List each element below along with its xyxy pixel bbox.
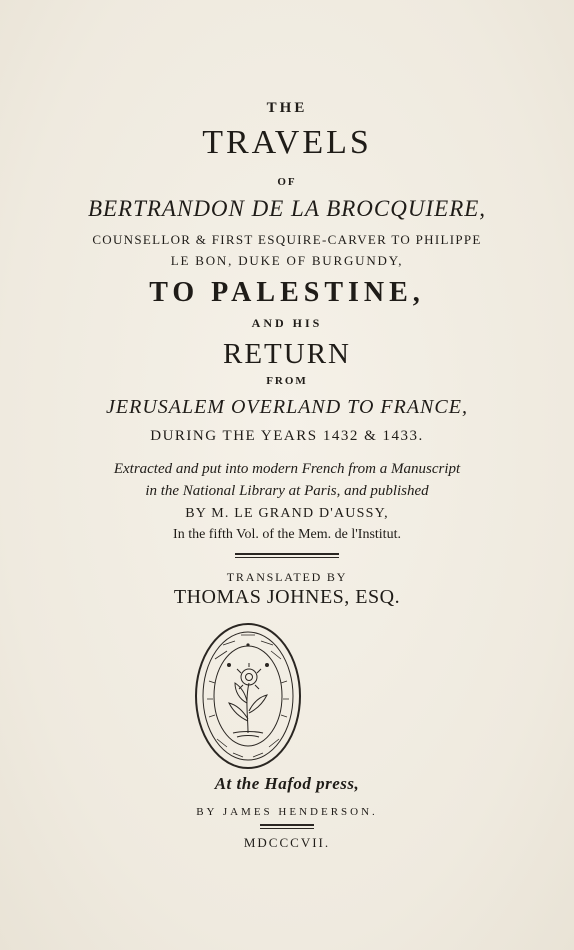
- translated-by: TRANSLATED BY: [226, 570, 348, 584]
- title-return: RETURN: [223, 338, 351, 370]
- date-line: MDCCCVII.: [243, 835, 331, 850]
- translator-name: THOMAS JOHNES, ESQ.: [173, 586, 401, 608]
- extracted-line-1: Extracted and put into modern French from a Manuscript: [113, 461, 461, 477]
- route-line: JERUSALEM OVERLAND TO FRANCE,: [106, 396, 468, 418]
- office-line-1: COUNSELLOR & FIRST ESQUIRE-CARVER TO PHILIPPE: [92, 232, 482, 247]
- title-of: OF: [277, 176, 297, 188]
- double-rule-2: [260, 824, 314, 829]
- by-line: BY M. LE GRAND D'AUSSY,: [185, 506, 389, 521]
- title-to-palestine: TO PALESTINE,: [149, 277, 425, 308]
- years-line: DURING THE YEARS 1432 & 1433.: [150, 428, 424, 444]
- hafod-press-seal-icon: [193, 621, 303, 771]
- press-line: At the Hafod press,: [214, 774, 360, 793]
- vol-line: In the fifth Vol. of the Mem. de l'Institut.: [173, 527, 401, 542]
- author-name: BERTRANDON DE LA BROCQUIERE,: [87, 196, 487, 221]
- extracted-line-2: in the National Library at Paris, and published: [145, 483, 429, 499]
- title-the: THE: [266, 100, 308, 116]
- office-line-2: LE BON, DUKE OF BURGUNDY,: [170, 253, 404, 268]
- double-rule-1: [235, 553, 339, 558]
- title-travels: TRAVELS: [202, 124, 372, 161]
- title-from: FROM: [266, 375, 308, 387]
- printer-line: BY JAMES HENDERSON.: [196, 806, 378, 818]
- title-and-his: AND HIS: [251, 316, 323, 330]
